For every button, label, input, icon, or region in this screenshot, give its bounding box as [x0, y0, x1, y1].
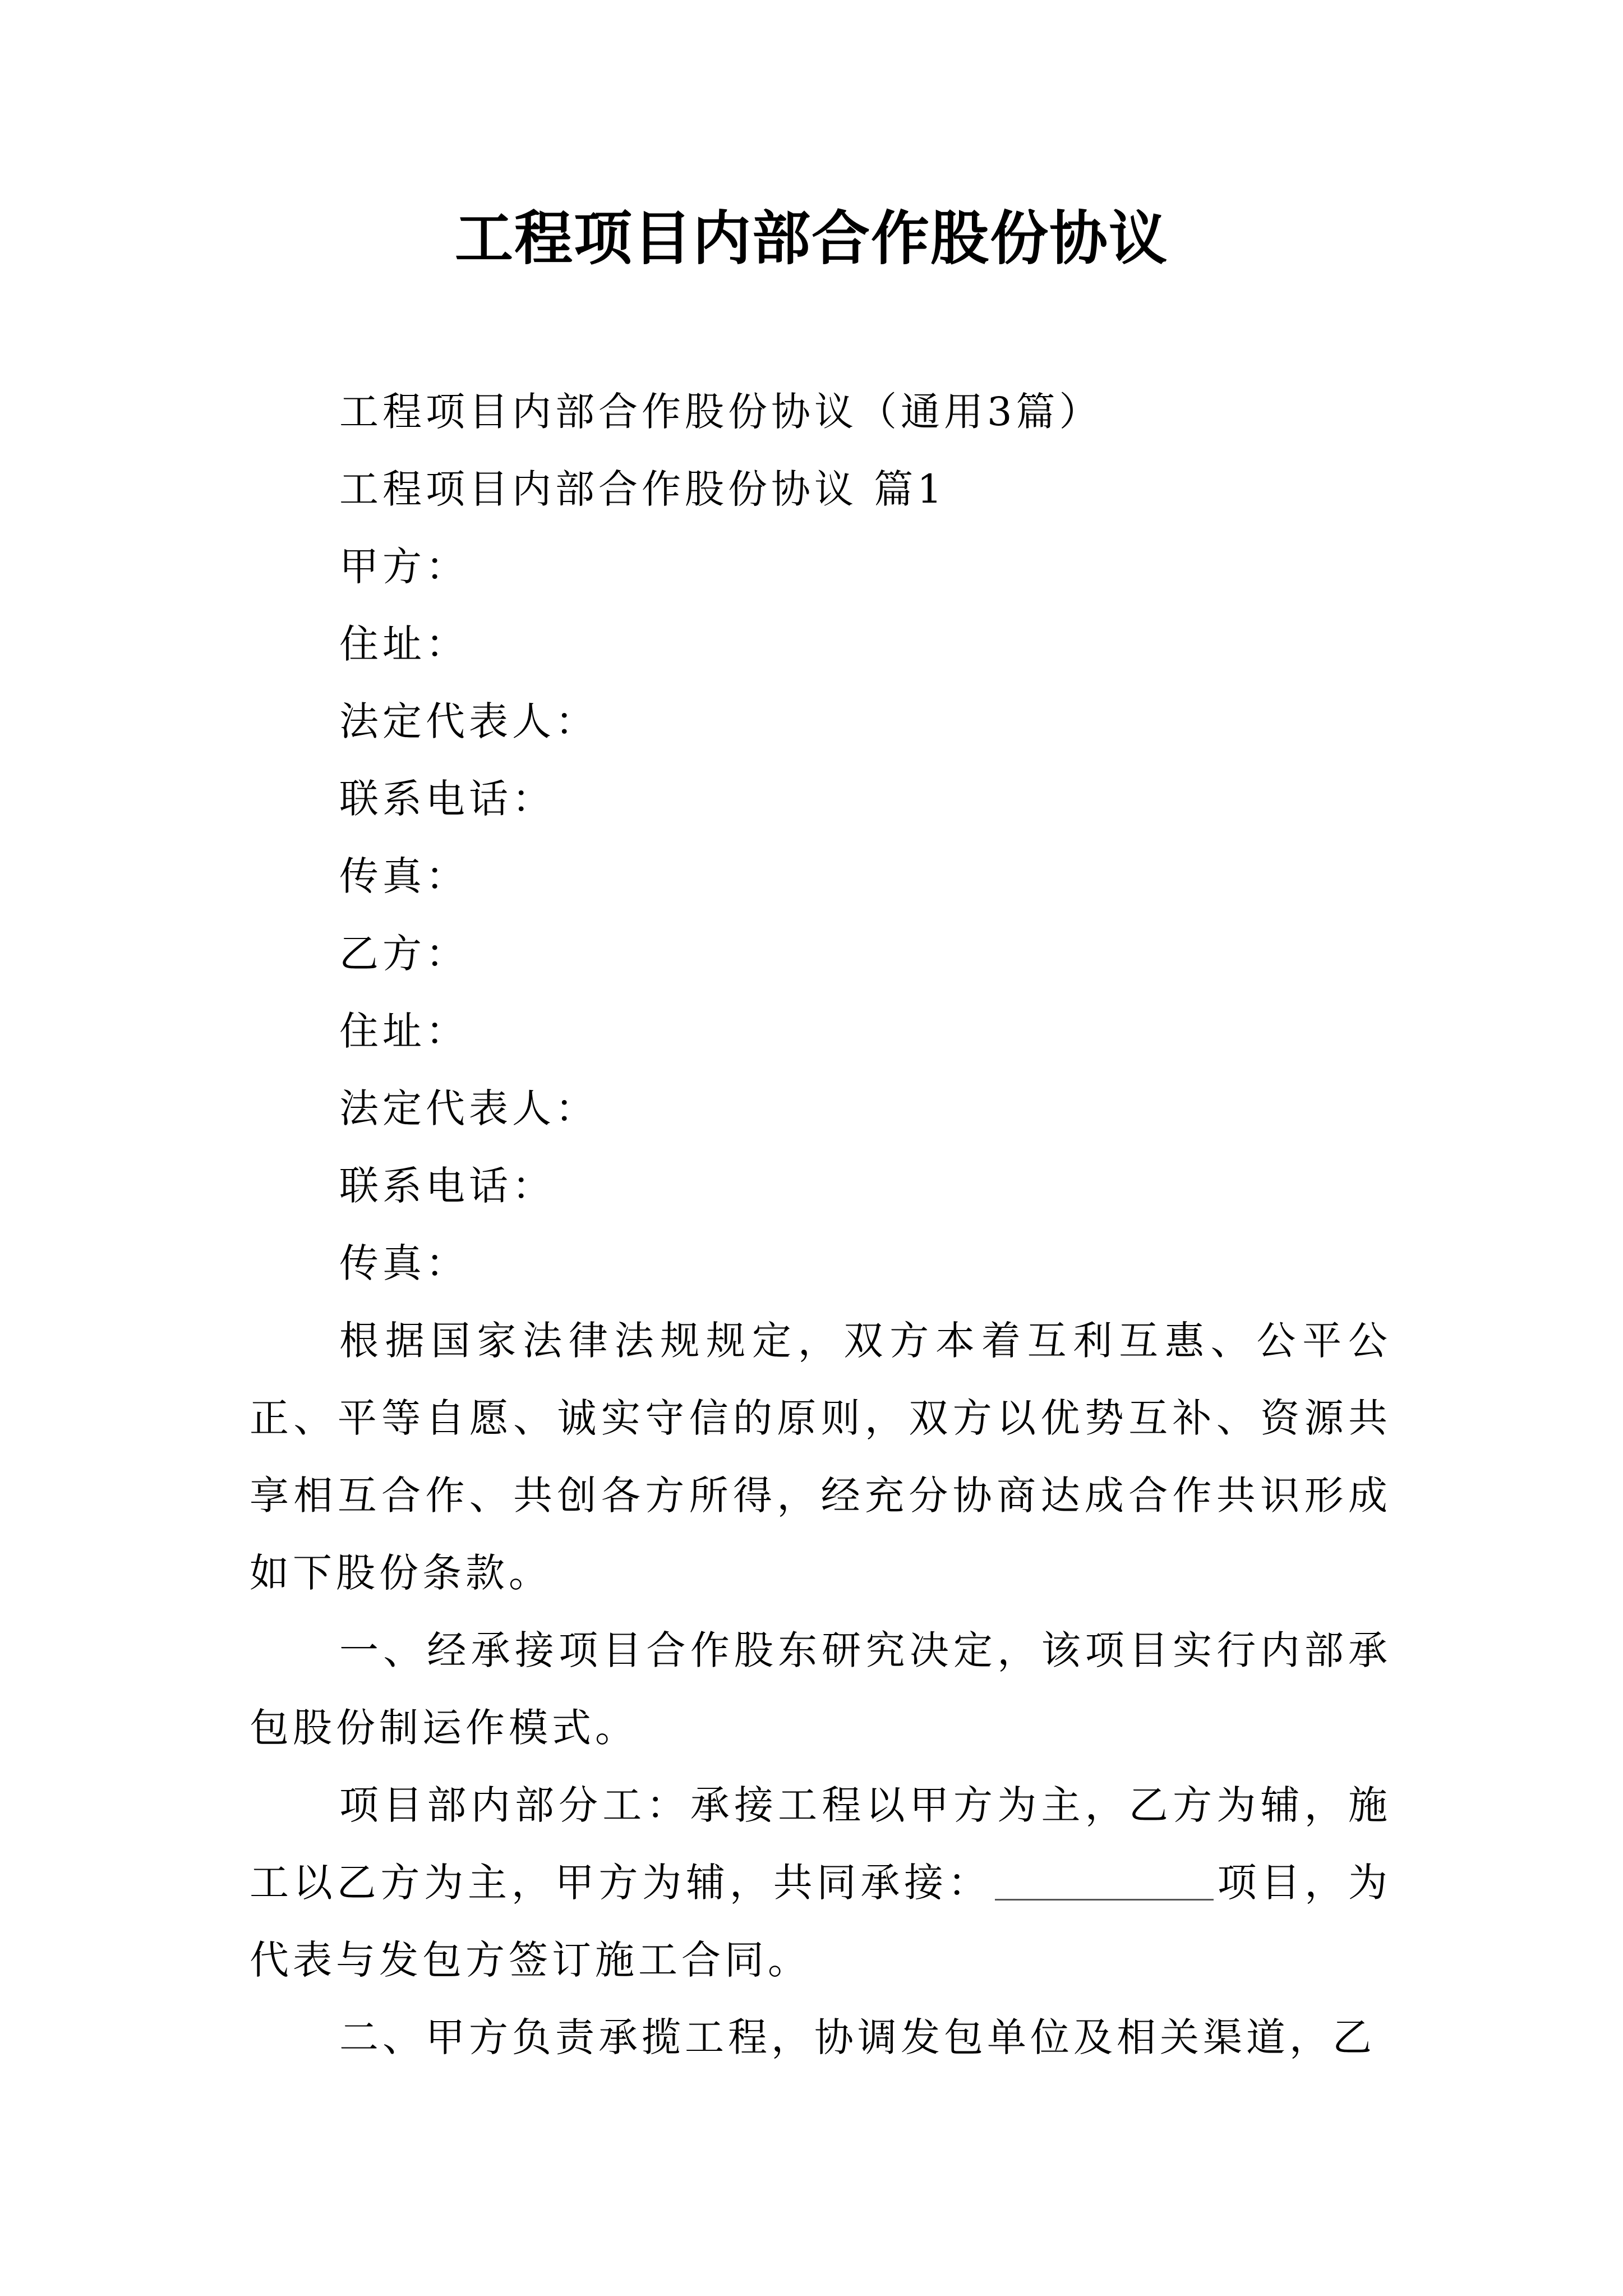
party-a-fax-label: 传真： [339, 853, 469, 899]
section-heading: 工程项目内部合作股份协议 篇1 [339, 466, 946, 512]
intro-paragraph: 根据国家法律法规规定，双方本着互利互惠、公平公正、平等自愿、诚实守信的原则，双方以优势互补、资源共享相互合作、共创各方所得，经充分协商达成合作共识形成如下股份条款。 [250, 1318, 1391, 1596]
division-paragraph [250, 1766, 1391, 1999]
document-subtitle: 工程项目内部合作股份协议（通用3篇） [339, 389, 1103, 435]
party-b-legal-rep-label: 法定代表人： [339, 1085, 598, 1131]
party-a-phone-label: 联系电话： [339, 776, 555, 822]
party-b-fax-label: 传真： [339, 1240, 469, 1286]
party-b-phone-label: 联系电话： [339, 1163, 555, 1209]
project-name-blank [995, 1860, 1214, 1901]
division-text-before: 项目部内部分工：承接工程以甲方为主，乙方为辅，施工以乙方为主，甲方为辅，共同承接： [250, 1782, 1391, 1906]
clause-2-paragraph: 二、甲方负责承揽工程，协调发包单位及相关渠道，乙 [339, 2014, 1376, 2060]
party-a-legal-rep-label: 法定代表人： [339, 698, 598, 744]
division-text-after: 项目，为代表与发包方签订施工合同。 [250, 1860, 1392, 1983]
party-a-address-label: 住址： [339, 621, 469, 667]
clause-1-paragraph: 一、经承接项目合作股东研究决定，该项目实行内部承包股份制运作模式。 [250, 1627, 1391, 1751]
document-body [250, 373, 1391, 2076]
party-b-address-label: 住址： [339, 1008, 469, 1054]
party-b-name-label: 乙方： [339, 931, 469, 977]
document-title: 工程项目内部合作股份协议 [454, 204, 1168, 273]
party-a-name-label: 甲方： [339, 544, 469, 590]
